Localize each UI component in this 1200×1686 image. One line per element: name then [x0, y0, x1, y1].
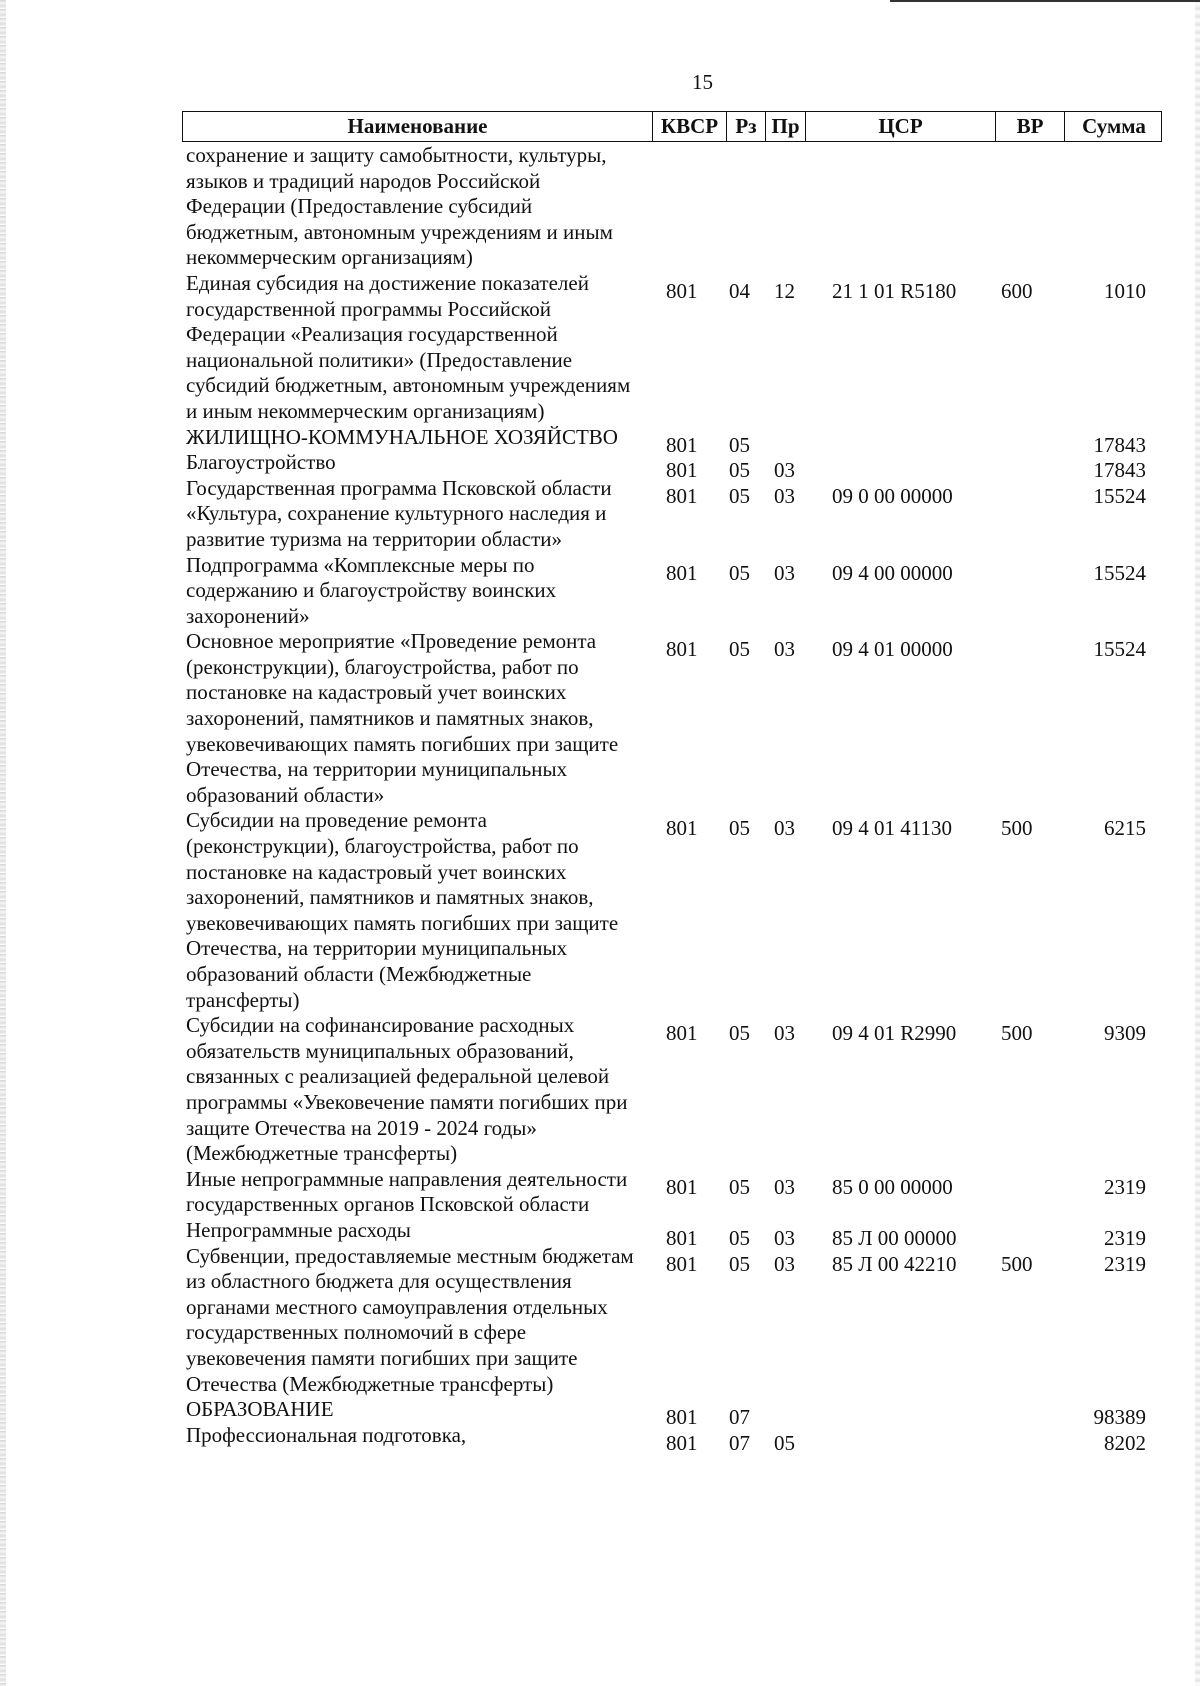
row-name: сохранение и защиту самобытности, культуры, языков и традиций народов Российской Федерации (Предоставление субсидий бюджетным, автономным учреждениям и иным некоммерческим организациям): [186, 143, 613, 270]
row-vr: 500: [1001, 816, 1033, 841]
row-pr: 03: [774, 637, 795, 662]
row-rz: 05: [729, 1225, 750, 1250]
row-sum: 6215: [1104, 816, 1146, 841]
row-vr: 600: [1001, 278, 1033, 303]
row-name: Благоустройство: [186, 450, 336, 475]
table-row: [0, 450, 1200, 483]
column-header-csr: ЦСР: [806, 112, 996, 141]
row-pr: 05: [774, 1430, 795, 1455]
column-header-sum: Сумма: [1082, 114, 1146, 138]
row-name: Подпрограмма «Комплексные меры по содержанию и благоустройству воинских захоронений»: [186, 552, 557, 628]
row-pr: 03: [774, 1225, 795, 1250]
row-name: Основное мероприятие «Проведение ремонта (реконструкции), благоустройства, работ по постановке на кадастровый учет воинских захоронений, памятников и памятных знаков, увековечивающих память погибших при защите Отечества, на территории муниципальных образований области»: [186, 629, 619, 807]
row-pr: 03: [774, 483, 795, 508]
row-pr: 03: [774, 1174, 795, 1199]
row-sum: 15524: [1093, 560, 1146, 585]
row-sum: 15524: [1093, 637, 1146, 662]
row-name: ЖИЛИЩНО-КОММУНАЛЬНОЕ ХОЗЯЙСТВО: [186, 424, 618, 449]
table-row: [0, 424, 1200, 457]
row-csr: 85 0 00 00000: [832, 1174, 953, 1199]
row-name: Иные непрограммные направления деятельности государственных органов Псковской области: [186, 1166, 628, 1217]
row-kvsr: 801: [666, 278, 698, 303]
row-sum: 15524: [1093, 483, 1146, 508]
row-rz: 07: [729, 1430, 750, 1455]
row-rz: 05: [729, 560, 750, 585]
row-sum: 9309: [1104, 1021, 1146, 1046]
table-row: [0, 629, 1200, 808]
column-header-kvsr: КВСР: [653, 112, 727, 141]
row-name: Непрограммные расходы: [186, 1217, 411, 1242]
table-row: [0, 1217, 1200, 1250]
row-kvsr: 801: [666, 1174, 698, 1199]
row-rz: 05: [729, 637, 750, 662]
column-header-pr: Пр: [766, 112, 806, 141]
page-number: 15: [692, 70, 713, 94]
row-sum: 2319: [1104, 1225, 1146, 1250]
row-csr: 09 0 00 00000: [832, 483, 953, 508]
table-row: [0, 1244, 1200, 1398]
row-pr: 03: [774, 1251, 795, 1276]
row-kvsr: 801: [666, 1225, 698, 1250]
row-sum: 8202: [1104, 1430, 1146, 1455]
row-name: Субвенции, предоставляемые местным бюджетам из областного бюджета для осуществления органами местного самоуправления отдельных государственных полномочий в сфере увековечения памяти погибших при защите Отечества (Межбюджетные трансферты): [186, 1243, 634, 1396]
row-sum: 17843: [1093, 458, 1146, 483]
column-header-name: Наименование: [183, 112, 653, 141]
row-csr: 09 4 00 00000: [832, 560, 953, 585]
row-rz: 05: [729, 1251, 750, 1276]
row-kvsr: 801: [666, 1430, 698, 1455]
row-kvsr: 801: [666, 1251, 698, 1276]
row-csr: 21 1 01 R5180: [832, 278, 957, 303]
row-pr: 03: [774, 560, 795, 585]
table-row: [0, 476, 1200, 553]
scan-top-line: [890, 0, 1200, 2]
row-sum: 98389: [1093, 1405, 1146, 1430]
row-vr: 500: [1001, 1251, 1033, 1276]
row-csr: 09 4 01 41130: [832, 816, 952, 841]
table-body: [0, 143, 1200, 1455]
row-pr: 03: [774, 1021, 795, 1046]
row-sum: 1010: [1104, 278, 1146, 303]
row-name: Субсидии на проведение ремонта (реконструкции), благоустройства, работ по постановке на кадастровый учет воинских захоронений, памятников и памятных знаков, увековечивающих память погибших при защите Отечества, на территории муниципальных образований области (Межбюджетные трансферты): [186, 808, 619, 1012]
table-row: [0, 553, 1200, 630]
row-kvsr: 801: [666, 816, 698, 841]
row-rz: 05: [729, 458, 750, 483]
row-csr: 09 4 01 R2990: [832, 1021, 957, 1046]
row-kvsr: 801: [666, 1021, 698, 1046]
table-row: [0, 1167, 1200, 1218]
row-kvsr: 801: [666, 432, 698, 457]
row-pr: 03: [774, 816, 795, 841]
row-pr: 03: [774, 458, 795, 483]
row-rz: 05: [729, 1021, 750, 1046]
table-row: [0, 271, 1200, 425]
row-kvsr: 801: [666, 458, 698, 483]
column-header-vr: ВР: [996, 112, 1065, 141]
row-rz: 05: [729, 432, 750, 457]
row-name: Единая субсидия на достижение показателей государственной программы Российской Федерации «Реализация государственной национальной политики» (Предоставление субсидий бюджетным, автономным учреждениям и иным некоммерческим организациям): [186, 270, 631, 423]
row-rz: 07: [729, 1405, 750, 1430]
row-sum: 2319: [1104, 1251, 1146, 1276]
row-rz: 04: [729, 278, 750, 303]
row-kvsr: 801: [666, 1405, 698, 1430]
table-row: [0, 1397, 1200, 1430]
row-name: Профессиональная подготовка,: [186, 1422, 467, 1447]
table-header: [182, 111, 1162, 142]
row-name: ОБРАЗОВАНИЕ: [186, 1397, 334, 1422]
row-pr: 12: [774, 278, 795, 303]
row-name: Государственная программа Псковской области «Культура, сохранение культурного наследия и развитие туризма на территории области»: [186, 475, 612, 551]
row-csr: 85 Л 00 42210: [832, 1251, 957, 1276]
row-rz: 05: [729, 1174, 750, 1199]
row-csr: 09 4 01 00000: [832, 637, 953, 662]
table-row: [0, 143, 1200, 271]
row-csr: 85 Л 00 00000: [832, 1225, 957, 1250]
row-kvsr: 801: [666, 637, 698, 662]
row-name: Субсидии на софинансирование расходных обязательств муниципальных образований, связанных с реализацией федеральной целевой программы «Увековечение памяти погибших при защите Отечества на 2019 - 2024 годы» (Межбюджетные трансферты): [186, 1013, 628, 1166]
row-rz: 05: [729, 483, 750, 508]
row-sum: 17843: [1093, 432, 1146, 457]
row-vr: 500: [1001, 1021, 1033, 1046]
row-kvsr: 801: [666, 483, 698, 508]
table-row: [0, 808, 1200, 1013]
row-sum: 2319: [1104, 1174, 1146, 1199]
table-row: [0, 1013, 1200, 1167]
table-row: [0, 1422, 1200, 1455]
row-rz: 05: [729, 816, 750, 841]
row-kvsr: 801: [666, 560, 698, 585]
column-header-rz: Рз: [727, 112, 766, 141]
